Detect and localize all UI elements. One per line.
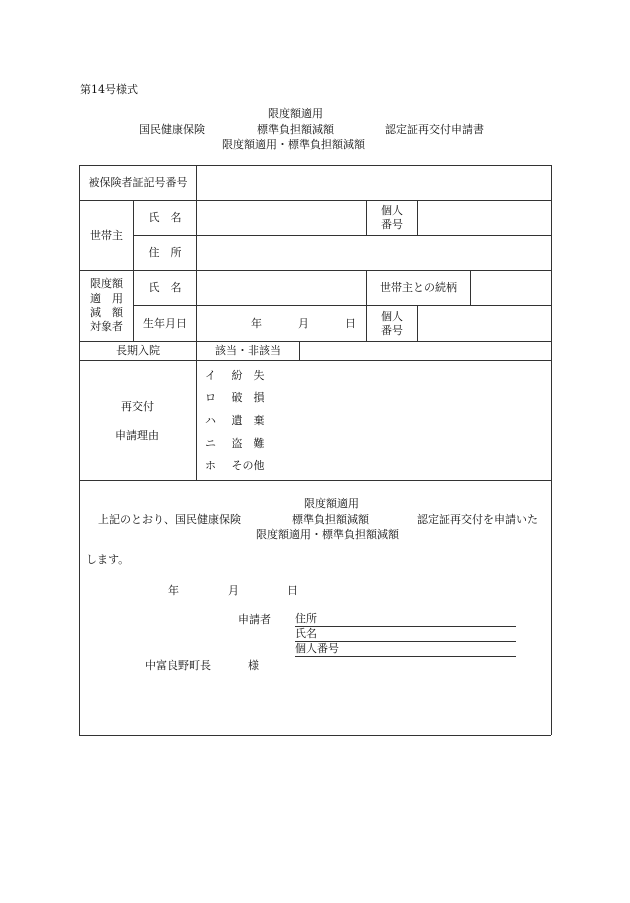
reason-text: その他 [231, 459, 265, 472]
title-right: 認定証再交付申請書 [385, 123, 484, 136]
insured-number-label: 被保険者証記号番号 [88, 176, 188, 190]
declaration-suffix: 認定証再交付を申請いた [417, 513, 538, 526]
title-bottom: 限度額適用・標準負担額減額 [222, 138, 365, 151]
target-label-line4: 対象者 [90, 320, 123, 334]
householder-personal-number-label [367, 201, 417, 235]
personal-number-label-line2: 番号 [381, 323, 403, 337]
applicant-name-line[interactable] [295, 628, 516, 642]
long-term-label: 長期入院 [116, 344, 160, 358]
honorific: 様 [248, 659, 259, 672]
applicant-name-label: 氏名 [295, 627, 317, 640]
birthdate-field[interactable] [197, 306, 366, 341]
title-middle: 標準負担額減額 [257, 123, 334, 136]
declaration-prefix: 上記のとおり、国民健康保険 [98, 513, 241, 526]
title-top: 限度額適用 [268, 107, 323, 120]
reason-text: 遺 棄 [231, 414, 265, 427]
title-left: 国民健康保険 [139, 123, 205, 136]
reason-item[interactable] [205, 392, 265, 403]
relationship-label: 世帯主との続柄 [380, 281, 457, 295]
birthdate-label: 生年月日 [143, 316, 187, 330]
householder-address-field[interactable] [197, 236, 551, 270]
reason-text: 破 損 [231, 391, 265, 404]
reason-mark: ニ [205, 437, 216, 450]
householder-name-label: 氏 名 [148, 211, 182, 225]
relationship-field[interactable] [471, 271, 551, 305]
birthdate-year-label: 年 [251, 317, 262, 330]
reason-item[interactable] [205, 370, 265, 381]
householder-personal-number-field[interactable] [418, 201, 551, 235]
target-name-field[interactable] [197, 271, 366, 305]
personal-number-label-line2: 番号 [381, 218, 403, 231]
reason-text: 紛 失 [231, 369, 265, 382]
applicant-personal-number-label: 個人番号 [295, 642, 339, 655]
declaration-bottom: 限度額適用・標準負担額減額 [256, 528, 399, 541]
declaration-day: 日 [287, 584, 298, 597]
personal-number-label-line1: 個人 [381, 309, 403, 323]
reason-text: 盗 難 [231, 437, 265, 450]
reason-item[interactable] [205, 415, 265, 426]
reason-mark: ハ [205, 414, 216, 427]
target-person-label [80, 271, 133, 341]
reason-label-line1: 再交付 [121, 400, 154, 413]
target-personal-number-label [367, 306, 417, 341]
reason-mark: ホ [205, 459, 216, 472]
target-label-line2: 適 用 [90, 291, 123, 305]
declaration-middle: 標準負担額減額 [292, 513, 369, 526]
addressee: 中富良野町長 [145, 659, 211, 672]
birthdate-day-label: 日 [345, 317, 356, 330]
birthdate-month-label: 月 [298, 317, 309, 330]
target-name-label: 氏 名 [148, 281, 182, 295]
declaration-top: 限度額適用 [304, 497, 359, 510]
form-number: 第14号様式 [80, 83, 138, 96]
householder-label: 世帯主 [90, 228, 123, 242]
declaration-month: 月 [228, 584, 239, 597]
householder-address-label: 住 所 [148, 246, 182, 260]
target-label-line1: 限度額 [90, 277, 123, 291]
applicant-address-line[interactable] [295, 613, 516, 627]
applicant-personal-number-line[interactable] [295, 643, 516, 657]
declaration-year: 年 [168, 584, 179, 597]
reason-label-line2: 申請理由 [115, 429, 159, 442]
declaration-continuation: します。 [86, 553, 130, 566]
personal-number-label-line1: 個人 [381, 204, 403, 218]
long-term-options[interactable]: 該当・非該当 [215, 344, 281, 358]
householder-name-field[interactable] [197, 201, 366, 235]
reason-mark: ロ [205, 391, 216, 404]
reason-mark: イ [205, 369, 216, 382]
reason-item[interactable] [205, 460, 265, 471]
insured-number-field[interactable] [197, 166, 551, 200]
reason-item[interactable] [205, 438, 265, 449]
target-label-line3: 減 額 [90, 306, 123, 319]
target-personal-number-field[interactable] [418, 306, 551, 341]
applicant-label: 申請者 [238, 613, 271, 626]
applicant-address-label: 住所 [295, 612, 317, 625]
